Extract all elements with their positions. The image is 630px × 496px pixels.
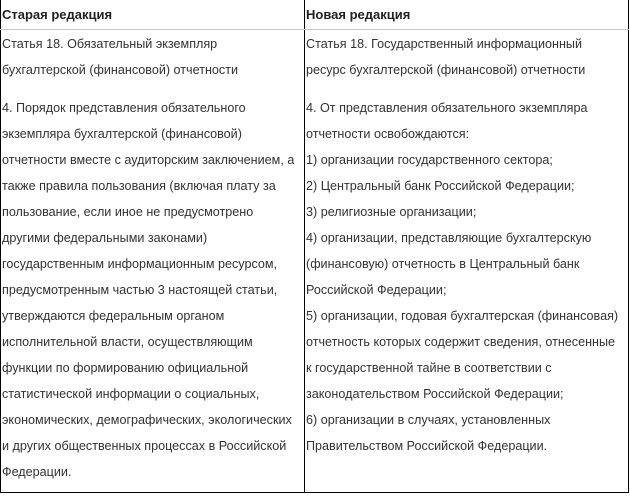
old-version-column (2, 31, 302, 485)
old-clause-line: пользование, если иное не предусмотрено (2, 205, 254, 219)
old-clause-line: Федерации. (2, 465, 72, 479)
new-clause-line: 1) организации государственного сектора; (306, 153, 553, 167)
new-clause-line: к государственной тайне в соответствии с (306, 361, 552, 375)
old-clause-line: экономических, демографических, экологических (2, 413, 292, 427)
old-clause-line: 4. Порядок представления обязательного (2, 101, 246, 115)
old-article-line: бухгалтерской (финансовой) отчетности (2, 63, 239, 77)
new-article-line: Статья 18. Государственный информационный (306, 37, 582, 51)
new-clause-line: Российской Федерации; (306, 283, 447, 297)
old-clause-line: функции по формированию официальной (2, 361, 249, 375)
new-clause-line: отчетность которых содержит сведения, отнесенные (306, 335, 616, 349)
new-clause-line: (финансовую) отчетность в Центральный банк (306, 257, 580, 271)
old-clause-line: другими федеральными законами) (2, 231, 208, 245)
old-clause-line: предусмотренным частью 3 настоящей статьи, (2, 283, 278, 297)
old-clause-line: государственным информационным ресурсом, (2, 257, 278, 271)
old-clause-line: исполнительной власти, осуществляющим (2, 335, 253, 349)
new-clause-line: 5) организации, годовая бухгалтерская (финансовая) (306, 309, 619, 323)
old-article-line: Статья 18. Обязательный экземпляр (2, 37, 218, 51)
old-clause-line: утверждаются федеральным органом (2, 309, 225, 323)
old-clause-line: экземпляра бухгалтерской (финансовой) (2, 127, 242, 141)
new-clause-line: 2) Центральный банк Российской Федерации; (306, 179, 575, 193)
new-clause-line: 6) организации в случаях, установленных (306, 413, 551, 427)
old-version-header: Старая редакция (2, 7, 113, 22)
new-clause-line: Правительством Российской Федерации. (306, 439, 548, 453)
new-article-line: ресурс бухгалтерской (финансовой) отчетности (306, 63, 586, 77)
old-clause-line: статистической информации о социальных, (2, 387, 260, 401)
column-divider (304, 0, 305, 493)
old-clause-line: и других общественных процессах в Российской (2, 439, 287, 453)
new-clause-line: отчетности освобождаются: (306, 127, 470, 141)
new-clause-line: законодательством Российской Федерации; (306, 387, 564, 401)
new-clause-line: 3) религиозные организации; (306, 205, 477, 219)
new-clause-line: 4) организации, представляющие бухгалтерскую (306, 231, 592, 245)
new-clause-line: 4. От представления обязательного экземпляра (306, 101, 588, 115)
new-version-header: Новая редакция (306, 7, 411, 22)
new-version-column (306, 31, 628, 459)
old-clause-line: также правила пользования (включая плату за (2, 179, 276, 193)
old-clause-line: отчетности вместе с аудиторским заключением, а (2, 153, 295, 167)
header-divider (0, 29, 629, 30)
